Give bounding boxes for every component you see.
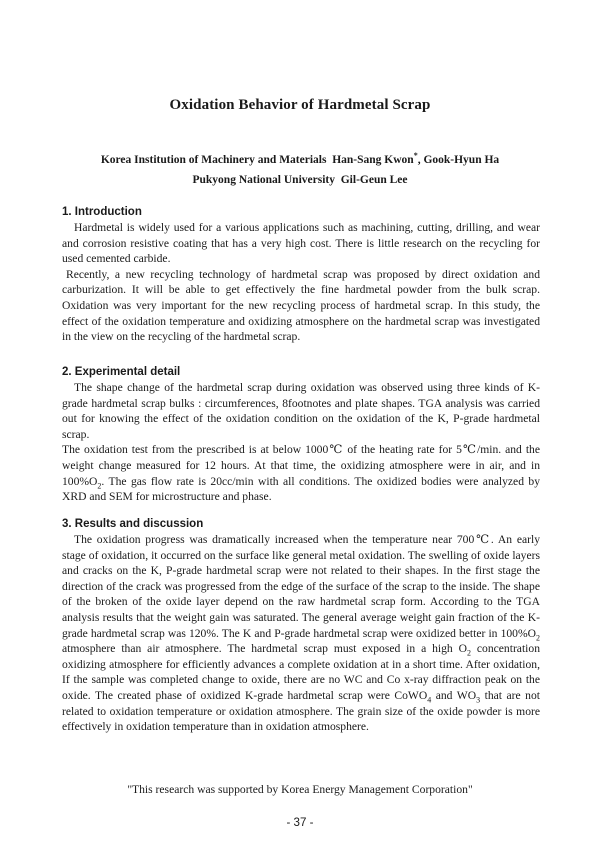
page-number: - 37 - — [286, 816, 314, 829]
author-line-2 — [0, 170, 600, 190]
subscript: 2 — [536, 632, 540, 642]
author-line-1 — [0, 150, 600, 170]
experimental-paragraph-1: The shape change of the hardmetal scrap during oxidation was observed using three kinds of K-grade hardmetal scrap bulks : circumferences, 8footnotes and plate shapes. TGA analysis was carried out for knowing the effect of the oxidation condition on the oxidation of the K, P-grade hardmetal scrap. — [62, 381, 540, 441]
text-run: and WO — [431, 688, 477, 702]
affiliation-pukyong: Pukyong National University — [192, 174, 335, 186]
section-heading: 1. Introduction — [62, 206, 142, 218]
paper-title: Oxidation Behavior of Hardmetal Scrap — [169, 97, 431, 113]
section-experimental — [62, 365, 540, 505]
results-paragraph — [62, 532, 540, 735]
intro-paragraph-2: Recently, a new recycling technology of hardmetal scrap was proposed by direct oxidation and carburization. It will be able to get effectively the fine hardmetal powder from the bulk scrap. Oxidation was very important for the new recycling process of hardmetal scrap. In this study, the effect of the oxidation temperature and oxidizing atmosphere on the hardmetal scrap was investigated in the view on the recycling of the hardmetal scrap. — [62, 267, 540, 344]
affiliation-kimm: Korea Institution of Machinery and Materials — [100, 154, 327, 166]
corresponding-author-mark: * — [413, 151, 418, 161]
subscript: 4 — [427, 695, 432, 705]
text-run: The oxidation test from the prescribed is at below 1000℃ of the heating rate for 5℃/min. and the weight change measured for 12 hours. At that time, the oxidizing atmosphere were in air, and in 100%O — [62, 443, 540, 488]
section-heading: 2. Experimental detail — [62, 366, 181, 378]
section-introduction — [62, 205, 540, 345]
text-run: concentration oxidizing atmosphere for efficiently advances a complete oxidation at in a short time. After oxidation, If the sample was completed change to oxide, there are no WC and Co x-ray diffraction peak on the oxide. The created phase of oxidized K-grade hardmetal scrap were CoWO — [62, 642, 540, 702]
text-run: . The gas flow rate is 20cc/min with all conditions. The oxidized bodies were analyzed by XRD and SEM for microstructure and phase. — [62, 474, 540, 504]
text-run: that are not related to oxidation temperature or oxidation atmosphere. The grain size of the oxide powder is more effectively in oxidation temperature than in oxidation atmosphere. — [62, 688, 540, 734]
experimental-paragraph-2 — [62, 442, 540, 504]
subscript: 2 — [97, 480, 102, 490]
intro-paragraph-1: Hardmetal is widely used for a various applications such as machining, cutting, drilling, and wear and corrosion resistive coating that has a very high cost. There is little research on the recycling for used cemented carbide. — [62, 221, 540, 266]
author-name-kwon: Han-Sang Kwon — [332, 154, 414, 166]
section-heading: 3. Results and discussion — [62, 518, 204, 530]
text-run: atmosphere than air atmosphere. The hardmetal scrap must exposed in a high O — [62, 642, 467, 656]
author-block — [0, 150, 600, 190]
section-results — [62, 517, 540, 735]
text-run: The oxidation progress was dramatically increased when the temperature near 700℃. An early stage of oxidation, it occurred on the surface like general metal oxidation. The swelling of oxide layers and cracks on the K, P-grade hardmetal scrap were not related to their shapes. In the first stage the direction of the crack was progressed from the edge of the surface of the scrap to the inside. The shape of the broken of the oxide layer depend on the raw hardmetal scrap form. According to the TGA analysis results that the weight gain was saturated. The general average weight gain fraction of the K-grade hardmetal scrap was 120%. The K and P-grade hardmetal scrap were oxidized better in 100%O — [62, 533, 540, 640]
acknowledgement: "This research was supported by Korea Energy Management Corporation" — [127, 783, 473, 796]
author-name-ha: , Gook-Hyun Ha — [417, 154, 500, 166]
subscript: 3 — [476, 695, 481, 705]
author-name-lee: Gil-Geun Lee — [340, 174, 408, 186]
subscript: 2 — [467, 648, 471, 658]
